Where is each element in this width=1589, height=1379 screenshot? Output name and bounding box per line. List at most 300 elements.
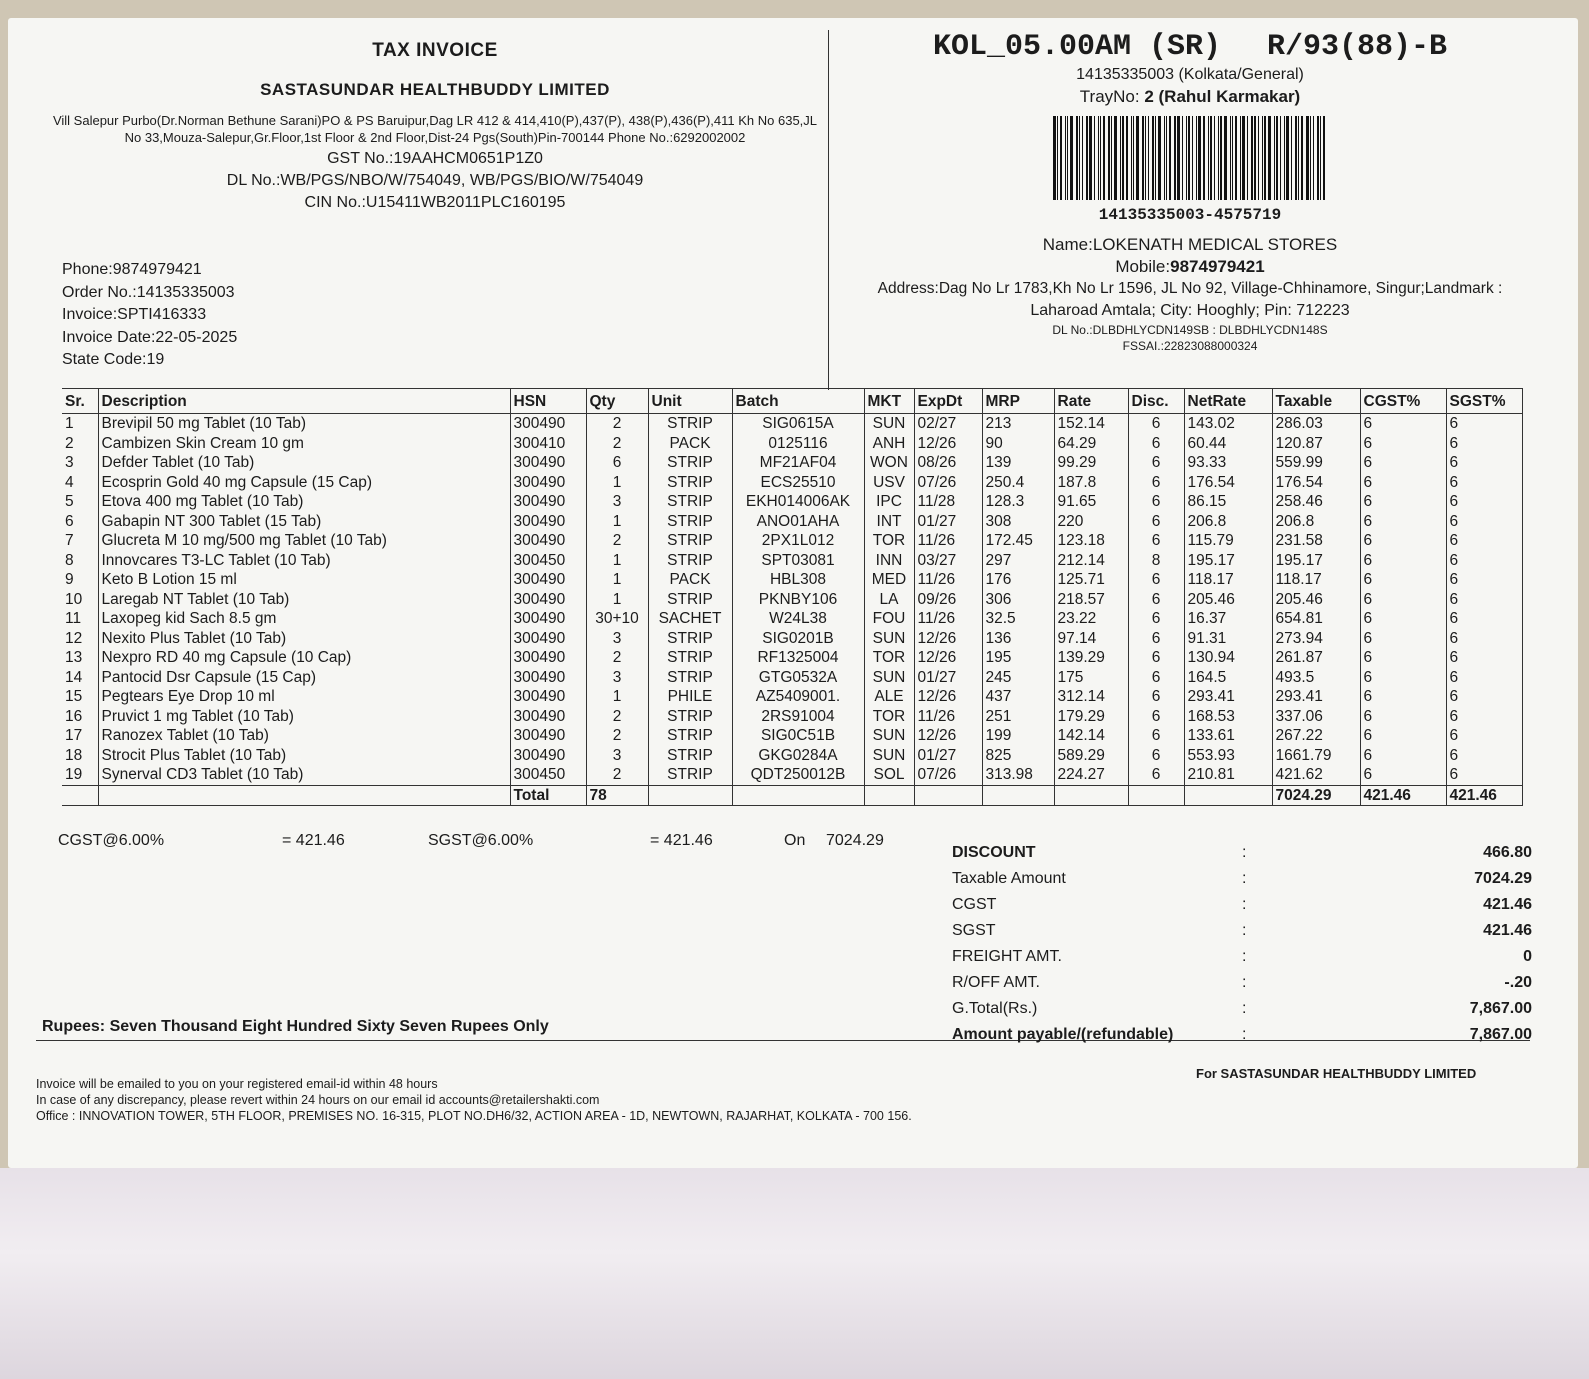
barcode-bar bbox=[1070, 116, 1073, 200]
barcode-bar bbox=[1310, 116, 1311, 200]
table-cell: STRIP bbox=[648, 726, 732, 746]
table-cell: 312.14 bbox=[1054, 687, 1128, 707]
table-cell: 6 bbox=[1446, 570, 1522, 590]
table-cell: STRIP bbox=[648, 473, 732, 493]
table-row bbox=[62, 434, 1522, 454]
table-cell: 3 bbox=[586, 668, 648, 688]
table-cell: ANH bbox=[864, 434, 914, 454]
barcode-bar bbox=[1230, 116, 1231, 200]
table-cell: 128.3 bbox=[982, 492, 1054, 512]
barcode-bar bbox=[1131, 116, 1132, 200]
table-cell: SUN bbox=[864, 746, 914, 766]
table-cell: 6 bbox=[1128, 726, 1184, 746]
table-cell: MED bbox=[864, 570, 914, 590]
barcode-bar bbox=[1158, 116, 1161, 200]
table-cell: 3 bbox=[586, 629, 648, 649]
barcode-bar bbox=[1280, 116, 1281, 200]
summary-colon: : bbox=[1242, 1000, 1247, 1017]
table-cell: STRIP bbox=[648, 648, 732, 668]
table-cell: Nexpro RD 40 mg Capsule (10 Cap) bbox=[98, 648, 510, 668]
table-cell: 199 bbox=[982, 726, 1054, 746]
table-cell: Defder Tablet (10 Tab) bbox=[98, 453, 510, 473]
summary-value: 421.46 bbox=[1483, 896, 1532, 913]
table-cell: 30+10 bbox=[586, 609, 648, 629]
table-cell: 8 bbox=[62, 551, 98, 571]
table-cell: 273.94 bbox=[1272, 629, 1360, 649]
barcode-bar bbox=[1274, 116, 1275, 200]
barcode-bar bbox=[1284, 116, 1285, 200]
table-cell: 179.29 bbox=[1054, 707, 1128, 727]
table-row bbox=[62, 590, 1522, 610]
delivery-header bbox=[820, 30, 1560, 354]
table-row bbox=[62, 492, 1522, 512]
barcode-bar bbox=[1268, 116, 1271, 200]
summary-colon: : bbox=[1242, 896, 1247, 913]
table-cell: SIG0C51B bbox=[732, 726, 864, 746]
table-cell: 6 bbox=[1128, 629, 1184, 649]
table-cell: 300490 bbox=[510, 707, 586, 727]
table-cell: 300450 bbox=[510, 551, 586, 571]
table-cell: Strocit Plus Tablet (10 Tab) bbox=[98, 746, 510, 766]
table-cell: TOR bbox=[864, 648, 914, 668]
table-cell: 1 bbox=[62, 414, 98, 434]
table-cell: SIG0201B bbox=[732, 629, 864, 649]
table-cell: 13 bbox=[62, 648, 98, 668]
table-cell: 97.14 bbox=[1054, 629, 1128, 649]
table-cell: 6 bbox=[1128, 434, 1184, 454]
phone: Phone:9874979421 bbox=[62, 261, 202, 278]
table-cell: 195.17 bbox=[1184, 551, 1272, 571]
table-cell: 195.17 bbox=[1272, 551, 1360, 571]
table-cell: STRIP bbox=[648, 590, 732, 610]
table-cell: TOR bbox=[864, 531, 914, 551]
column-header: ExpDt bbox=[914, 389, 982, 414]
table-cell: 1 bbox=[586, 590, 648, 610]
table-cell: STRIP bbox=[648, 746, 732, 766]
total-cell: Total bbox=[510, 785, 586, 806]
table-cell: Ecosprin Gold 40 mg Capsule (15 Cap) bbox=[98, 473, 510, 493]
table-cell: 337.06 bbox=[1272, 707, 1360, 727]
table-cell: 6 bbox=[1128, 473, 1184, 493]
table-row bbox=[62, 473, 1522, 493]
barcode-bar bbox=[1152, 116, 1154, 200]
total-cell: 78 bbox=[586, 785, 648, 806]
table-cell: RF1325004 bbox=[732, 648, 864, 668]
table-row bbox=[62, 453, 1522, 473]
barcode-bar bbox=[1186, 116, 1187, 200]
table-cell: 6 bbox=[1446, 726, 1522, 746]
barcode-bar bbox=[1076, 116, 1078, 200]
barcode-bar bbox=[1098, 116, 1099, 200]
table-cell: 12 bbox=[62, 629, 98, 649]
table-cell: 6 bbox=[1360, 453, 1446, 473]
table-cell: STRIP bbox=[648, 531, 732, 551]
table-cell: 3 bbox=[586, 492, 648, 512]
table-cell: Innovcares T3-LC Tablet (10 Tab) bbox=[98, 551, 510, 571]
table-cell: Pantocid Dsr Capsule (15 Cap) bbox=[98, 668, 510, 688]
barcode-number: 14135335003-4575719 bbox=[1098, 206, 1282, 224]
table-cell: 6 bbox=[1360, 726, 1446, 746]
table-cell: 300490 bbox=[510, 590, 586, 610]
table-cell: 168.53 bbox=[1184, 707, 1272, 727]
barcode-bar bbox=[1142, 116, 1144, 200]
barcode-bar bbox=[1065, 116, 1066, 200]
barcode-bar bbox=[1298, 116, 1299, 200]
dl-number: DL No.:WB/PGS/NBO/W/754049, WB/PGS/BIO/W/754049 bbox=[226, 172, 644, 189]
table-cell: LA bbox=[864, 590, 914, 610]
column-header: Unit bbox=[648, 389, 732, 414]
table-cell: AZ5409001. bbox=[732, 687, 864, 707]
barcode-bar bbox=[1313, 116, 1314, 200]
summary-label: SGST bbox=[952, 922, 996, 939]
barcode-bar bbox=[1177, 116, 1180, 200]
table-cell: 164.5 bbox=[1184, 668, 1272, 688]
table-cell: 90 bbox=[982, 434, 1054, 454]
table-cell: HBL308 bbox=[732, 570, 864, 590]
table-cell: 133.61 bbox=[1184, 726, 1272, 746]
table-cell: 12/26 bbox=[914, 726, 982, 746]
table-cell: Cambizen Skin Cream 10 gm bbox=[98, 434, 510, 454]
table-cell: 08/26 bbox=[914, 453, 982, 473]
table-cell: 01/27 bbox=[914, 512, 982, 532]
table-cell: SUN bbox=[864, 414, 914, 434]
table-row bbox=[62, 726, 1522, 746]
barcode-bar bbox=[1108, 116, 1110, 200]
barcode-bar bbox=[1079, 116, 1080, 200]
table-cell: 300490 bbox=[510, 648, 586, 668]
table-row bbox=[62, 707, 1522, 727]
table-cell: 2 bbox=[586, 765, 648, 785]
table-cell: 60.44 bbox=[1184, 434, 1272, 454]
tray-number: TrayNo: 2 (Rahul Karmakar) bbox=[1079, 87, 1301, 106]
footer-office-address: Office : INNOVATION TOWER, 5TH FLOOR, PREMISES NO. 16-315, PLOT NO.DH6/32, ACTION AREA - 1D, NEWTOWN, RAJARHAT, KOLKATA - 700 156. bbox=[36, 1109, 912, 1123]
table-cell: 6 bbox=[1128, 765, 1184, 785]
summary-value: -.20 bbox=[1504, 974, 1532, 991]
total-cell bbox=[732, 785, 864, 806]
barcode-bar bbox=[1247, 116, 1248, 200]
table-cell: PHILE bbox=[648, 687, 732, 707]
table-cell: 09/26 bbox=[914, 590, 982, 610]
summary-colon: : bbox=[1242, 974, 1247, 991]
table-cell: 195 bbox=[982, 648, 1054, 668]
table-header-row bbox=[62, 389, 1522, 414]
barcode-bar bbox=[1145, 116, 1146, 200]
total-cell bbox=[864, 785, 914, 806]
table-cell: 6 bbox=[1360, 551, 1446, 571]
table-cell: 91.31 bbox=[1184, 629, 1272, 649]
summary-row bbox=[952, 996, 1532, 1022]
totals-summary bbox=[952, 840, 1532, 1048]
company-name: SASTASUNDAR HEALTHBUDDY LIMITED bbox=[260, 80, 610, 99]
customer-fssai: FSSAI.:22823088000324 bbox=[1122, 339, 1258, 353]
summary-value: 421.46 bbox=[1483, 922, 1532, 939]
barcode-bar bbox=[1089, 116, 1092, 200]
table-cell: 130.94 bbox=[1184, 648, 1272, 668]
table-cell: 4 bbox=[62, 473, 98, 493]
column-header: MRP bbox=[982, 389, 1054, 414]
summary-label: R/OFF AMT. bbox=[952, 974, 1040, 991]
column-header: Sr. bbox=[62, 389, 98, 414]
barcode-bar bbox=[1133, 116, 1134, 200]
table-cell: STRIP bbox=[648, 765, 732, 785]
table-cell: SIG0615A bbox=[732, 414, 864, 434]
barcode-bar bbox=[1291, 116, 1292, 200]
table-cell: 6 bbox=[1360, 668, 1446, 688]
table-cell: 300450 bbox=[510, 765, 586, 785]
table-cell: 8 bbox=[1128, 551, 1184, 571]
barcode-bar bbox=[1122, 116, 1124, 200]
barcode-bar bbox=[1317, 116, 1319, 200]
table-cell: 231.58 bbox=[1272, 531, 1360, 551]
cin-number: CIN No.:U15411WB2011PLC160195 bbox=[304, 194, 566, 211]
table-cell: 6 bbox=[1446, 414, 1522, 434]
table-cell: 16.37 bbox=[1184, 609, 1272, 629]
table-cell: 07/26 bbox=[914, 473, 982, 493]
table-cell: STRIP bbox=[648, 668, 732, 688]
table-cell: 2 bbox=[586, 414, 648, 434]
barcode-bar bbox=[1111, 116, 1112, 200]
table-row bbox=[62, 746, 1522, 766]
table-cell: STRIP bbox=[648, 551, 732, 571]
table-cell: 14 bbox=[62, 668, 98, 688]
table-cell: QDT250012B bbox=[732, 765, 864, 785]
table-cell: 300490 bbox=[510, 414, 586, 434]
table-cell: 2 bbox=[586, 707, 648, 727]
table-cell: 172.45 bbox=[982, 531, 1054, 551]
column-header: HSN bbox=[510, 389, 586, 414]
table-cell: 6 bbox=[1446, 512, 1522, 532]
table-cell: 139 bbox=[982, 453, 1054, 473]
table-cell: 5 bbox=[62, 492, 98, 512]
company-address: Vill Salepur Purbo(Dr.Norman Bethune Sarani)PO & PS Baruipur,Dag LR 412 & 414,410(P),437(P), 438(P),436(P),411 Kh No 635,JL No 33,Mouza-Salepur,Gr.Floor,1st Floor & 2nd Floor,Dist-24 Pgs(South)Pin-700144 Phone No.:6292002002 bbox=[52, 113, 818, 145]
table-cell: STRIP bbox=[648, 512, 732, 532]
table-cell: SUN bbox=[864, 629, 914, 649]
barcode-bar bbox=[1258, 116, 1259, 200]
barcode-bar bbox=[1220, 116, 1222, 200]
barcode-bar bbox=[1301, 116, 1303, 200]
table-cell: 6 bbox=[1446, 551, 1522, 571]
table-cell: 251 bbox=[982, 707, 1054, 727]
barcode-bar bbox=[1251, 116, 1253, 200]
table-cell: 300490 bbox=[510, 531, 586, 551]
table-cell: 6 bbox=[1446, 453, 1522, 473]
summary-row bbox=[952, 918, 1532, 944]
barcode-bar bbox=[1306, 116, 1309, 200]
for-company: For SASTASUNDAR HEALTHBUDDY LIMITED bbox=[1196, 1066, 1477, 1081]
customer-dl: DL No.:DLBDHLYCDN149SB : DLBDHLYCDN148S bbox=[1052, 323, 1328, 337]
table-cell: 300410 bbox=[510, 434, 586, 454]
table-cell: 6 bbox=[1446, 473, 1522, 493]
table-cell: ECS25510 bbox=[732, 473, 864, 493]
table-cell: USV bbox=[864, 473, 914, 493]
table-row bbox=[62, 648, 1522, 668]
barcode-bar bbox=[1295, 116, 1297, 200]
table-cell: 6 bbox=[1128, 531, 1184, 551]
customer-mobile: Mobile:9874979421 bbox=[1115, 257, 1265, 276]
table-cell: MF21AF04 bbox=[732, 453, 864, 473]
barcode-bar bbox=[1169, 116, 1171, 200]
total-cell bbox=[98, 785, 510, 806]
table-cell: 118.17 bbox=[1272, 570, 1360, 590]
summary-label: DISCOUNT bbox=[952, 844, 1036, 861]
invoice-date: Invoice Date:22-05-2025 bbox=[62, 328, 238, 346]
table-cell: 07/26 bbox=[914, 765, 982, 785]
table-cell: 300490 bbox=[510, 453, 586, 473]
table-cell: 3 bbox=[62, 453, 98, 473]
table-cell: 12/26 bbox=[914, 648, 982, 668]
table-cell: GTG0532A bbox=[732, 668, 864, 688]
table-cell: ALE bbox=[864, 687, 914, 707]
table-cell: 99.29 bbox=[1054, 453, 1128, 473]
seller-header bbox=[40, 20, 830, 214]
table-cell: 297 bbox=[982, 551, 1054, 571]
table-cell: 139.29 bbox=[1054, 648, 1128, 668]
table-cell: 0125116 bbox=[732, 434, 864, 454]
table-cell: 187.8 bbox=[1054, 473, 1128, 493]
barcode-bar bbox=[1232, 116, 1233, 200]
table-cell: 91.65 bbox=[1054, 492, 1128, 512]
table-cell: 6 bbox=[1446, 590, 1522, 610]
customer-name: Name:LOKENATH MEDICAL STORES bbox=[1042, 235, 1338, 254]
table-cell: 6 bbox=[1128, 590, 1184, 610]
table-cell: 11/26 bbox=[914, 707, 982, 727]
table-cell: 261.87 bbox=[1272, 648, 1360, 668]
barcode-bar bbox=[1254, 116, 1256, 200]
table-cell: 11/28 bbox=[914, 492, 982, 512]
table-cell: 6 bbox=[1128, 687, 1184, 707]
summary-label: FREIGHT AMT. bbox=[952, 948, 1062, 965]
total-cell bbox=[1184, 785, 1272, 806]
table-cell: TOR bbox=[864, 707, 914, 727]
table-cell: SUN bbox=[864, 726, 914, 746]
table-cell: 6 bbox=[1360, 473, 1446, 493]
state-code: State Code:19 bbox=[62, 351, 165, 368]
table-cell: 293.41 bbox=[1184, 687, 1272, 707]
table-cell: 300490 bbox=[510, 726, 586, 746]
table-cell: 1661.79 bbox=[1272, 746, 1360, 766]
table-cell: 205.46 bbox=[1272, 590, 1360, 610]
table-cell: SACHET bbox=[648, 609, 732, 629]
table-cell: 300490 bbox=[510, 687, 586, 707]
table-cell: 206.8 bbox=[1184, 512, 1272, 532]
table-cell: 218.57 bbox=[1054, 590, 1128, 610]
table-cell: 1 bbox=[586, 687, 648, 707]
column-header: SGST% bbox=[1446, 389, 1522, 414]
table-cell: 2PX1L012 bbox=[732, 531, 864, 551]
table-cell: 11/26 bbox=[914, 531, 982, 551]
table-cell: 10 bbox=[62, 590, 98, 610]
table-cell: 421.62 bbox=[1272, 765, 1360, 785]
table-cell: 300490 bbox=[510, 570, 586, 590]
barcode-bar bbox=[1182, 116, 1183, 200]
table-cell: Etova 400 mg Tablet (10 Tab) bbox=[98, 492, 510, 512]
table-cell: 654.81 bbox=[1272, 609, 1360, 629]
table-row bbox=[62, 609, 1522, 629]
total-cell: 421.46 bbox=[1446, 785, 1522, 806]
cgst-rate: CGST@6.00% bbox=[58, 832, 165, 849]
table-cell: 6 bbox=[1360, 570, 1446, 590]
barcode-bar bbox=[1196, 116, 1197, 200]
table-cell: 493.5 bbox=[1272, 668, 1360, 688]
column-header: Description bbox=[98, 389, 510, 414]
barcode-bar bbox=[1094, 116, 1095, 200]
table-cell: 64.29 bbox=[1054, 434, 1128, 454]
cgst-amount: = 421.46 bbox=[282, 832, 345, 849]
table-cell: 300490 bbox=[510, 746, 586, 766]
table-cell: 120.87 bbox=[1272, 434, 1360, 454]
table-cell: 125.71 bbox=[1054, 570, 1128, 590]
table-cell: 86.15 bbox=[1184, 492, 1272, 512]
table-cell: 6 bbox=[1128, 492, 1184, 512]
table-cell: 205.46 bbox=[1184, 590, 1272, 610]
summary-label: Amount payable/(refundable) bbox=[952, 1026, 1174, 1043]
barcode-bar bbox=[1242, 116, 1245, 200]
barcode-bar bbox=[1286, 116, 1289, 200]
table-cell: STRIP bbox=[648, 492, 732, 512]
barcode-bar bbox=[1235, 116, 1237, 200]
table-cell: 01/27 bbox=[914, 746, 982, 766]
table-cell: Pegtears Eye Drop 10 ml bbox=[98, 687, 510, 707]
table-cell: 825 bbox=[982, 746, 1054, 766]
barcode-bar bbox=[1262, 116, 1263, 200]
table-row bbox=[62, 629, 1522, 649]
summary-colon: : bbox=[1242, 922, 1247, 939]
items-table bbox=[62, 388, 1523, 806]
column-header: Qty bbox=[586, 389, 648, 414]
table-cell: 6 bbox=[1128, 414, 1184, 434]
table-cell: 03/27 bbox=[914, 551, 982, 571]
summary-value: 7024.29 bbox=[1474, 870, 1532, 887]
table-cell: 6 bbox=[1128, 512, 1184, 532]
table-cell: PKNBY106 bbox=[732, 590, 864, 610]
summary-row bbox=[952, 866, 1532, 892]
table-cell: 15 bbox=[62, 687, 98, 707]
table-cell: 224.27 bbox=[1054, 765, 1128, 785]
table-cell: STRIP bbox=[648, 414, 732, 434]
table-cell: PACK bbox=[648, 570, 732, 590]
table-row bbox=[62, 668, 1522, 688]
summary-row bbox=[952, 1022, 1532, 1048]
table-cell: 11/26 bbox=[914, 609, 982, 629]
table-row bbox=[62, 570, 1522, 590]
table-cell: 11 bbox=[62, 609, 98, 629]
table-cell: 1 bbox=[586, 551, 648, 571]
table-cell: 12/26 bbox=[914, 687, 982, 707]
gst-number: GST No.:19AAHCM0651P1Z0 bbox=[327, 150, 543, 167]
on-label: On bbox=[784, 832, 806, 849]
barcode-bar bbox=[1264, 116, 1266, 200]
table-row bbox=[62, 765, 1522, 785]
table-cell: SPT03081 bbox=[732, 551, 864, 571]
barcode-bar bbox=[1126, 116, 1128, 200]
table-cell: INN bbox=[864, 551, 914, 571]
table-cell: Synerval CD3 Tablet (10 Tab) bbox=[98, 765, 510, 785]
total-cell bbox=[62, 785, 98, 806]
table-cell: 6 bbox=[1446, 648, 1522, 668]
table-cell: 6 bbox=[586, 453, 648, 473]
table-cell: W24L38 bbox=[732, 609, 864, 629]
table-row bbox=[62, 687, 1522, 707]
table-cell: 6 bbox=[1446, 765, 1522, 785]
barcode-bar bbox=[1120, 116, 1121, 200]
table-cell: STRIP bbox=[648, 629, 732, 649]
barcode-bar bbox=[1192, 116, 1193, 200]
barcode-bar bbox=[1174, 116, 1176, 200]
table-cell: 6 bbox=[1128, 609, 1184, 629]
footer-discrepancy-note: In case of any discrepancy, please revert within 24 hours on our email id accounts@retailershakti.com bbox=[36, 1093, 600, 1107]
table-cell: 267.22 bbox=[1272, 726, 1360, 746]
table-cell: 559.99 bbox=[1272, 453, 1360, 473]
